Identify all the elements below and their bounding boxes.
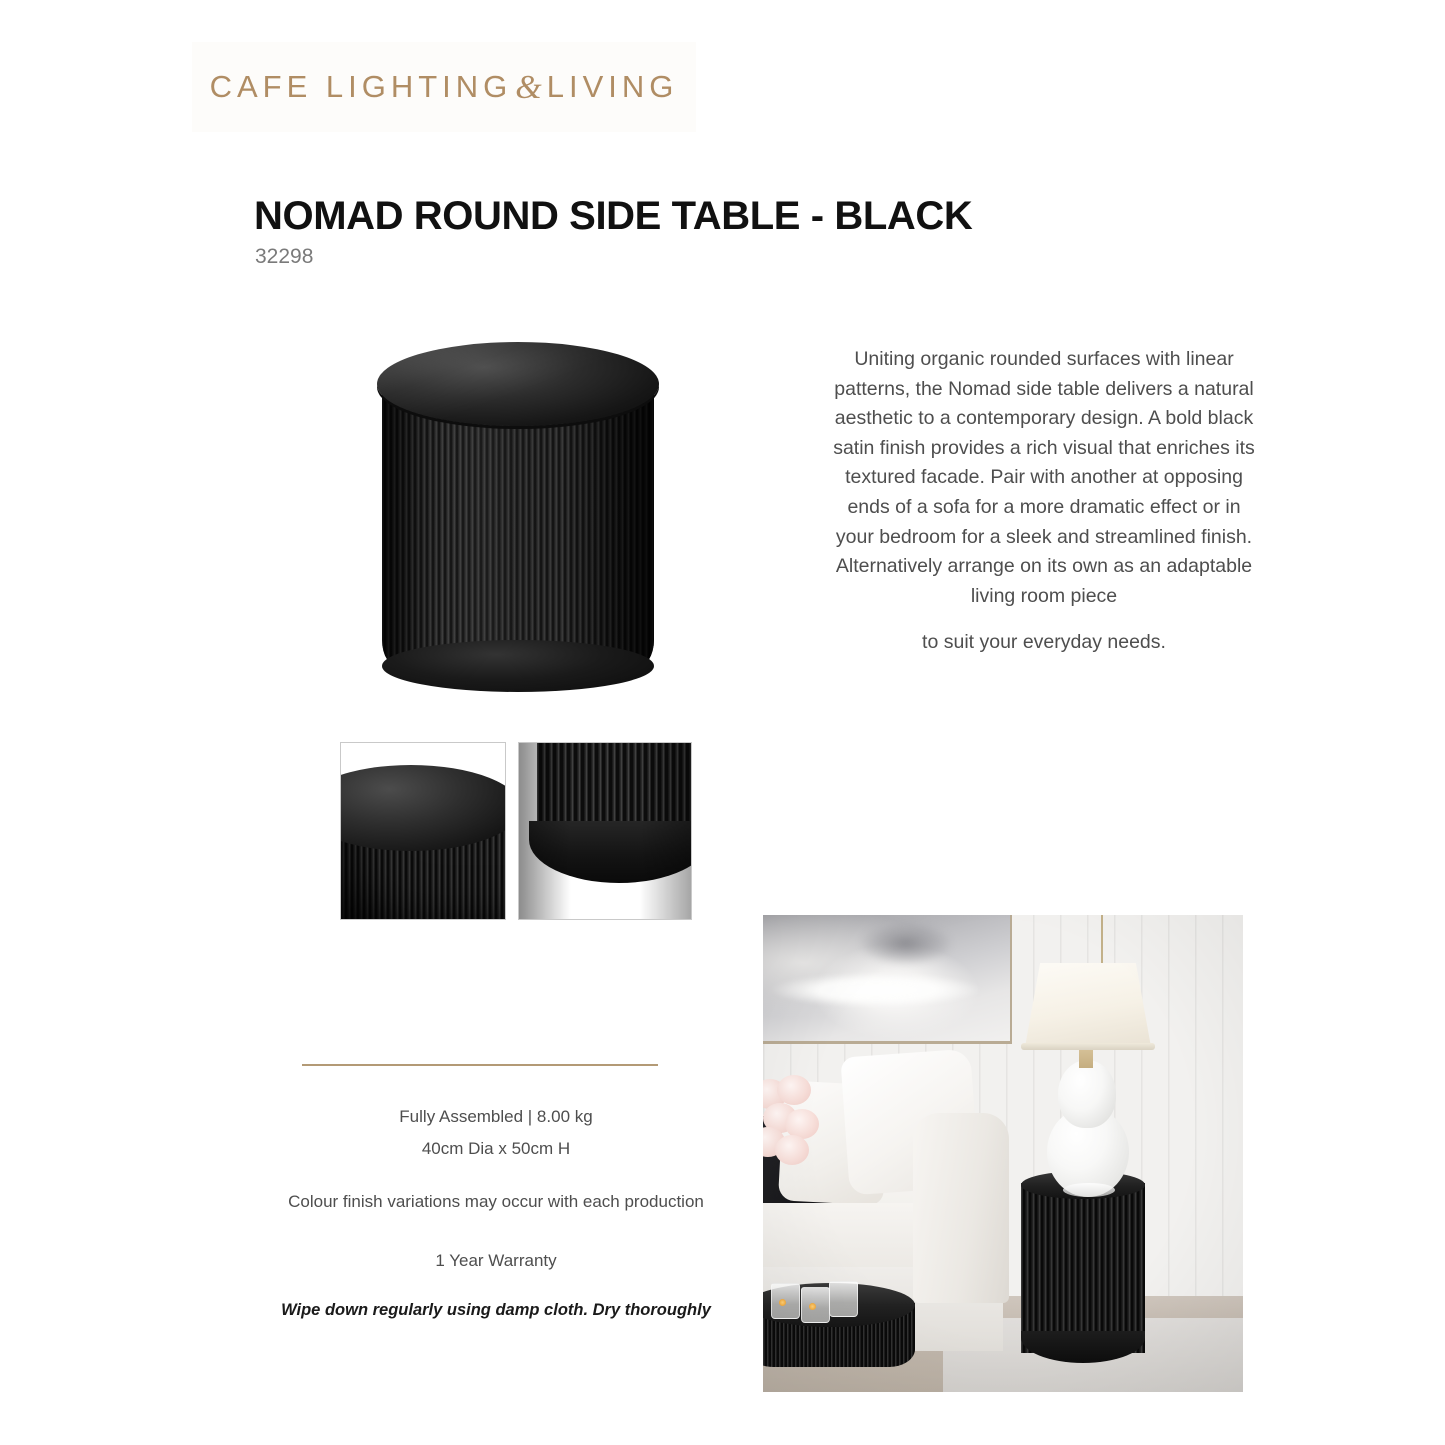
spec-care-instructions: Wipe down regularly using damp cloth. Dry thoroughly	[281, 1301, 711, 1319]
lamp-acrylic-base	[1063, 1183, 1115, 1197]
lifestyle-photo	[763, 915, 1243, 1392]
spec-colour-note: Colour finish variations may occur with each production	[288, 1192, 704, 1211]
candle-flame	[809, 1303, 816, 1310]
brand-name-part2: LIVING	[546, 69, 679, 104]
lamp-cord	[1101, 915, 1103, 967]
lamp-shade	[1025, 963, 1151, 1047]
spec-divider	[302, 1064, 658, 1066]
brand-name-part1: CAFE LIGHTING	[209, 69, 513, 104]
thumb-base-plinth	[529, 821, 692, 883]
orchid-bloom	[775, 1135, 809, 1165]
artwork-grey-smear	[858, 921, 954, 965]
brand-logo-text	[210, 68, 679, 106]
spec-dimensions: 40cm Dia x 50cm H	[421, 1139, 571, 1158]
orchid-bloom	[777, 1075, 811, 1105]
product-sku: 32298	[255, 245, 314, 268]
page-title: NOMAD ROUND SIDE TABLE - BLACK	[254, 194, 973, 238]
side-table-illustration	[352, 322, 692, 722]
spec-assembly: Fully Assembled | 8.00 kg	[399, 1107, 593, 1126]
orchid-flowers	[763, 1075, 829, 1165]
spec-warranty: 1 Year Warranty	[435, 1251, 557, 1270]
scene-side-table-body	[1021, 1183, 1145, 1353]
thumb-top-surface	[340, 765, 506, 851]
thumbnail-base-detail[interactable]	[518, 742, 692, 920]
thumbnail-top-detail[interactable]	[340, 742, 506, 920]
product-description-closing: to suit your everyday needs.	[922, 631, 1166, 653]
lamp-upper-gourd	[1058, 1060, 1116, 1128]
brand-logo	[192, 42, 696, 132]
ampersand-glyph: &	[515, 69, 542, 106]
candle-flame	[779, 1299, 786, 1306]
sofa-armrest	[913, 1113, 1009, 1303]
product-description: Uniting organic rounded surfaces with linear patterns, the Nomad side table delivers a natural aesthetic to a contemporary design. A bold black satin finish provides a rich visual that enriches its textured facade. Pair with another at opposing ends of a sofa for a more dramatic effect or in your bedroom for a sleek and streamlined finish. Alternatively arrange on its own as an adaptable living room piece	[833, 348, 1255, 607]
abstract-artwork	[763, 915, 1012, 1044]
lamp-shade-rim	[1021, 1043, 1155, 1050]
hero-product-image	[352, 322, 692, 722]
artwork-white-smear	[772, 973, 979, 1007]
flute-texture	[1021, 1183, 1145, 1353]
table-base-ellipse	[382, 640, 654, 692]
drinking-glass	[829, 1281, 858, 1317]
table-top-surface	[377, 342, 659, 426]
